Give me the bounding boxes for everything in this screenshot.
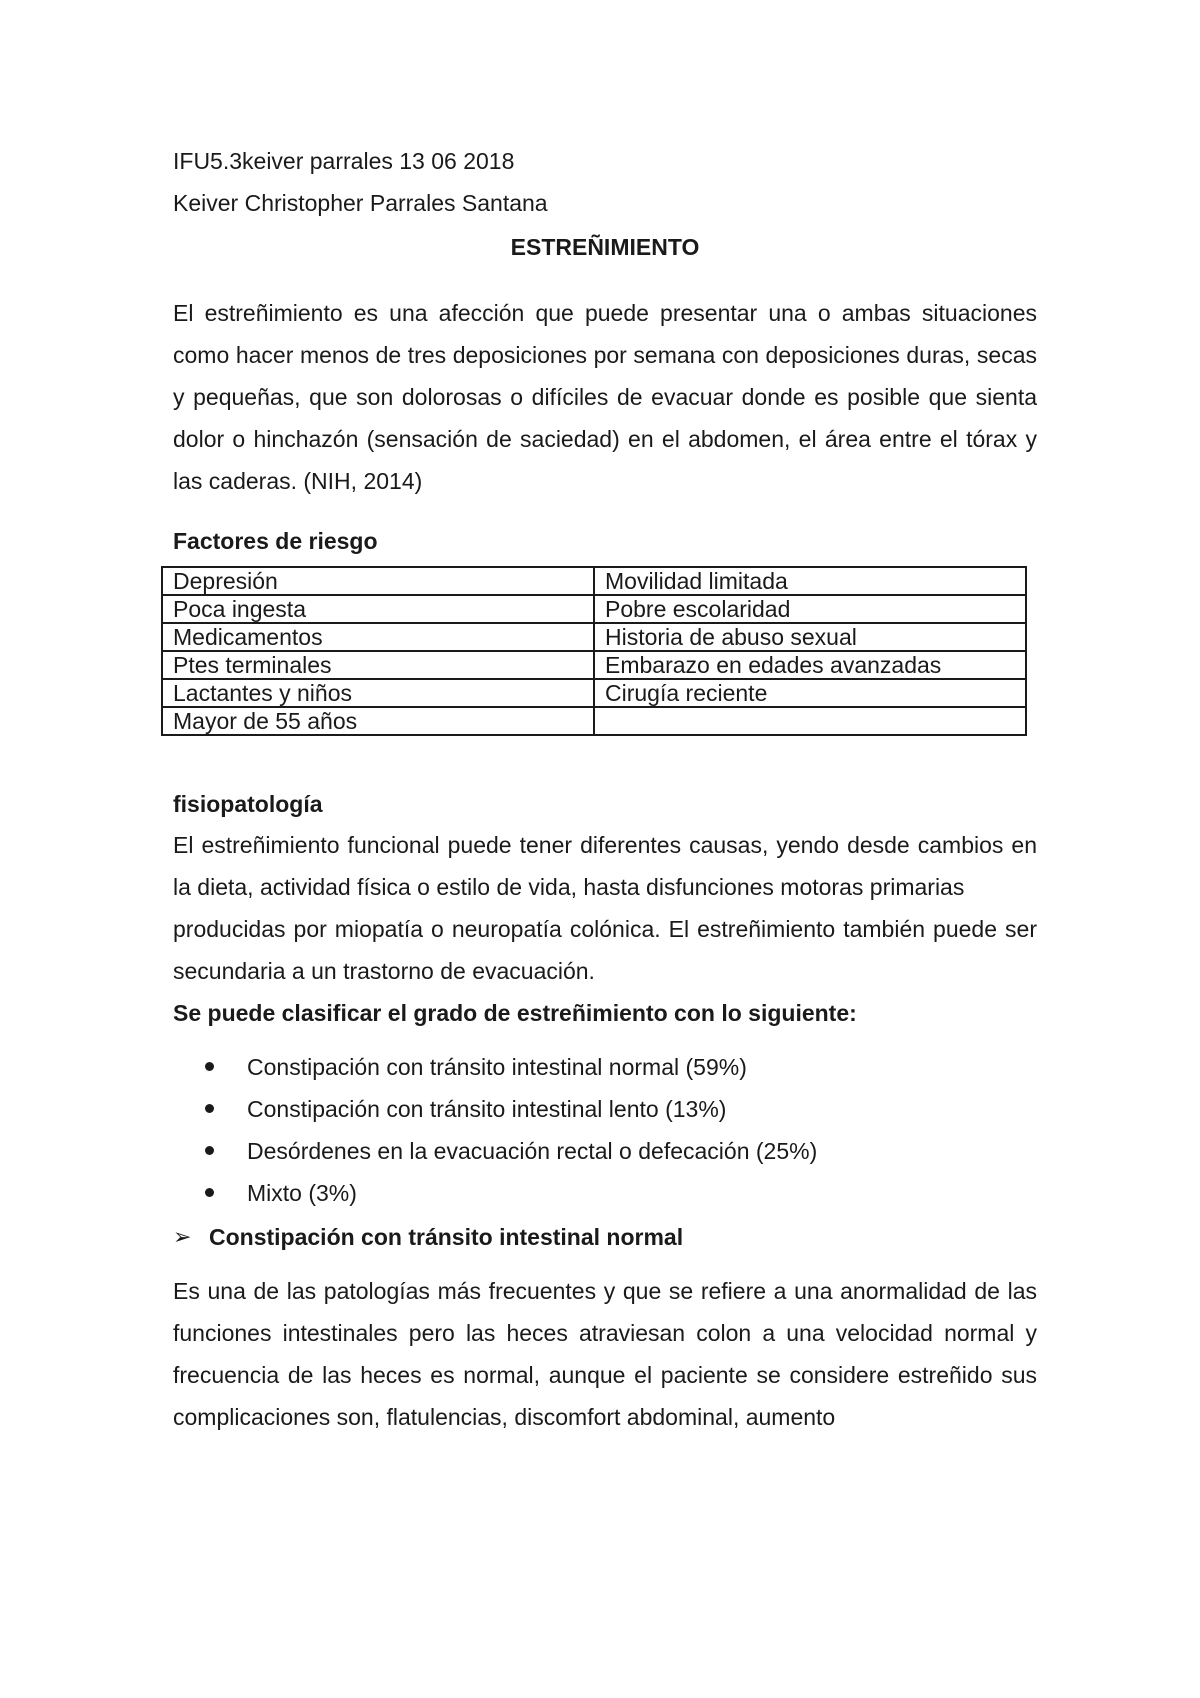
section-normal-paragraph: Es una de las patologías más frecuentes y que se refiere a una anormalidad de las funciones intestinales pero las heces atraviesan colon a una velocidad normal y frecuencia de las heces es normal, aunque el paciente se considere estreñido sus complicaciones son, flatulencias, discomfort abdominal, aumento: [173, 1278, 1037, 1430]
table-row: [162, 623, 1026, 651]
bullet-icon: [205, 1188, 214, 1197]
table-row: [162, 707, 1026, 735]
bullet-icon: [205, 1146, 214, 1155]
list-item: [173, 1130, 1037, 1172]
table-cell: Cirugía reciente: [594, 679, 1026, 707]
table-cell-empty: [594, 707, 1026, 735]
fisiopatologia-heading: fisiopatología: [173, 791, 323, 817]
classification-heading: Se puede clasificar el grado de estreñimiento con lo siguiente:: [173, 1000, 857, 1026]
section-normal-heading-text: Constipación con tránsito intestinal normal: [209, 1224, 684, 1250]
table-cell: Movilidad limitada: [594, 567, 1026, 595]
bullet-icon: [205, 1062, 214, 1071]
list-item-text: Constipación con tránsito intestinal normal (59%): [247, 1054, 747, 1080]
risk-factors-heading: Factores de riesgo: [173, 528, 378, 554]
list-item-text: Desórdenes en la evacuación rectal o defecación (25%): [247, 1138, 818, 1164]
list-item-text: Constipación con tránsito intestinal lento (13%): [247, 1096, 727, 1122]
table-cell: Medicamentos: [162, 623, 594, 651]
arrow-bullet-icon: ➢: [173, 1224, 192, 1249]
table-cell: Pobre escolaridad: [594, 595, 1026, 623]
list-item: [173, 1172, 1037, 1214]
table-cell: Mayor de 55 años: [162, 707, 594, 735]
list-item: [173, 1088, 1037, 1130]
risk-factors-table: [161, 566, 1027, 736]
list-item-text: Mixto (3%): [247, 1180, 357, 1206]
table-cell: Poca ingesta: [162, 595, 594, 623]
table-cell: Historia de abuso sexual: [594, 623, 1026, 651]
table-cell: Lactantes y niños: [162, 679, 594, 707]
table-cell: Depresión: [162, 567, 594, 595]
intro-paragraph: El estreñimiento es una afección que puede presentar una o ambas situaciones como hacer menos de tres deposiciones por semana con deposiciones duras, secas y pequeñas, que son dolorosas o difíciles de evacuar donde es posible que sienta dolor o hinchazón (sensación de saciedad) en el abdomen, el área entre el tórax y las caderas. (NIH, 2014): [173, 300, 1037, 494]
section-normal-heading: [173, 1216, 1037, 1258]
table-row: [162, 679, 1026, 707]
table-row: [162, 567, 1026, 595]
document-body: [173, 140, 1037, 1438]
classification-list: [173, 1046, 1037, 1214]
author-line: Keiver Christopher Parrales Santana: [173, 190, 548, 216]
table-cell: Embarazo en edades avanzadas: [594, 651, 1026, 679]
table-cell: Ptes terminales: [162, 651, 594, 679]
fisiopatologia-paragraph-a: El estreñimiento funcional puede tener diferentes causas, yendo desde cambios en la dieta, actividad física o estilo de vida, hasta disfunciones motoras primarias: [173, 832, 1037, 900]
table-row: [162, 595, 1026, 623]
list-item: [173, 1046, 1037, 1088]
fisiopatologia-paragraph-b: producidas por miopatía o neuropatía colónica. El estreñimiento también puede ser secundaria a un trastorno de evacuación.: [173, 916, 1037, 984]
document-id-line: IFU5.3keiver parrales 13 06 2018: [173, 148, 515, 174]
bullet-icon: [205, 1104, 214, 1113]
table-row: [162, 651, 1026, 679]
document-title: ESTREÑIMIENTO: [510, 234, 700, 260]
